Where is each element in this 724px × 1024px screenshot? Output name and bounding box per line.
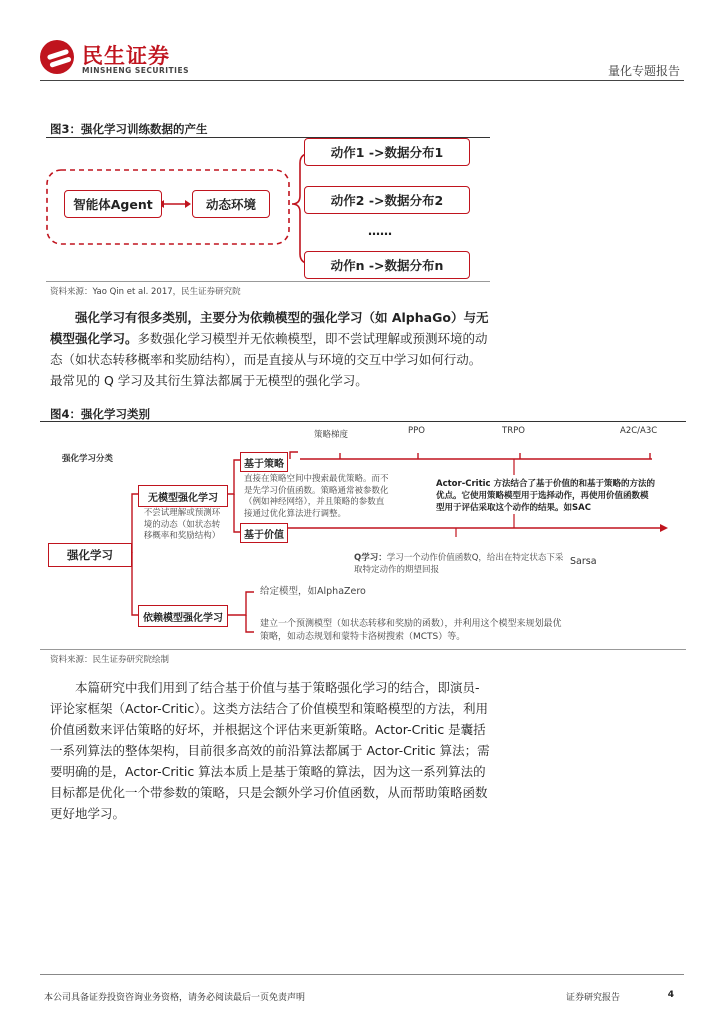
footer-divider — [40, 974, 684, 975]
environment-box: 动态环境 — [192, 190, 270, 218]
model-based-given-note: 给定模型，如AlphaZero — [260, 586, 366, 597]
value-based-box: 基于价值 — [240, 523, 288, 543]
timeline-label-policy-gradient: 策略梯度 — [314, 430, 349, 440]
q-learning-text: 学习一个动作价值函数Q，给出在特定状态下采取特定动作的期望回报 — [354, 553, 564, 575]
footer-label: 证券研究报告 — [565, 993, 620, 1003]
footer-disclaimer: 本公司具备证券投资咨询业务资格，请务必阅读最后一页免责声明 — [44, 993, 306, 1003]
policy-note: 直接在策略空间中搜索最优策略。而不是先学习价值函数。策略通常被参数化（例如神经网络），并且策略的参数直接通过优化算法进行调整。 — [244, 474, 389, 519]
arrow-right-head — [185, 200, 191, 208]
figure4-diagram — [40, 422, 686, 648]
timeline-label-a2c: A2C/A3C — [620, 426, 658, 436]
header-divider — [40, 80, 684, 81]
figure3-title: 图3：强化学习训练数据的产生 — [50, 122, 208, 136]
report-type: 量化专题报告 — [607, 64, 680, 78]
figure4-source: 资料来源：民生证券研究院绘制 — [50, 655, 170, 665]
root-box: 强化学习 — [48, 543, 132, 567]
paragraph-model-categories — [50, 307, 490, 391]
model-free-to-policy — [226, 460, 240, 494]
category-label: 强化学习分类 — [62, 454, 114, 464]
brand-logo-icon — [40, 40, 74, 74]
figure4-title: 图4：强化学习类别 — [50, 407, 151, 421]
figure3-source: 资料来源：Yao Qin et al. 2017，民生证券研究院 — [50, 287, 241, 297]
figure3-bottom-rule — [46, 281, 490, 282]
model-based-box: 依赖模型强化学习 — [138, 605, 228, 627]
paragraph-actor-critic: 本篇研究中我们用到了结合基于价值与基于策略强化学习的结合，即演员-评论家框架（Actor-Critic）。这类方法结合了价值模型和策略模型的方法，利用价值函数来评估策略的好坏，并根据这个评估来更新策略。Actor-Critic 是囊括一系列算法的整体架构，目前很多高效的前沿算法都属于 Actor-Critic 算法；需要明确的是，Actor-Critic 算法本质上是基于策略的算法，因为这一系列算法的目标都是优化一个带参数的策略，只是会额外学习价值函数，从而帮助策略函数更好地学习。 — [50, 680, 490, 821]
model-free-box: 无模型强化学习 — [138, 485, 228, 507]
model-based-learned-note: 建立一个预测模型（如状态转移和奖励的函数），并利用这个模型来规划最优策略，如动态规划和蒙特卡洛树搜索（MCTS）等。 — [260, 619, 562, 642]
action-2-box: 动作2 ->数据分布2 — [304, 186, 470, 214]
paragraph-model-categories-lead: 强化学习有很多类别，主要分为依赖模型的强化学习（如 AlphaGo）与无模型强化学习。 — [50, 310, 489, 346]
sarsa-label: Sarsa — [570, 556, 597, 567]
brand-name-en: MINSHENG SECURITIES — [82, 66, 189, 75]
q-learning-note — [354, 553, 564, 576]
model-based-to-given — [226, 592, 254, 615]
timeline-label-ppo: PPO — [408, 426, 425, 436]
page-number: 4 — [667, 990, 674, 1000]
model-based-to-learned — [246, 615, 254, 632]
paragraph-model-categories-body: 多数强化学习模型并无依赖模型，即不尝试理解或预测环境的动态（如状态转移概率和奖励结构），而是直接从与环境的交互中学习如何行动。最常见的 Q 学习及其衍生算法都属于无模型的强化学习。 — [50, 331, 488, 388]
actor-critic-note: Actor-Critic 方法结合了基于价值的和基于策略的方法的优点。它使用策略模型用于选择动作，再使用价值函数模型用于评估采取这个动作的结果。如SAC — [436, 479, 656, 513]
model-free-note: 不尝试理解或预测环境的动态（如状态转移概率和奖励结构） — [143, 508, 221, 541]
action-ellipsis: …… — [368, 224, 392, 238]
policy-based-box: 基于策略 — [240, 452, 288, 472]
agent-box: 智能体Agent — [64, 190, 162, 218]
figure4-bottom-rule — [40, 649, 686, 650]
action-n-box: 动作n ->数据分布n — [304, 251, 470, 279]
brand-name-cn: 民生证券 — [82, 44, 170, 68]
action-1-box: 动作1 ->数据分布1 — [304, 138, 470, 166]
timeline-label-trpo: TRPO — [502, 426, 525, 436]
q-learning-label: Q学习： — [354, 553, 387, 563]
